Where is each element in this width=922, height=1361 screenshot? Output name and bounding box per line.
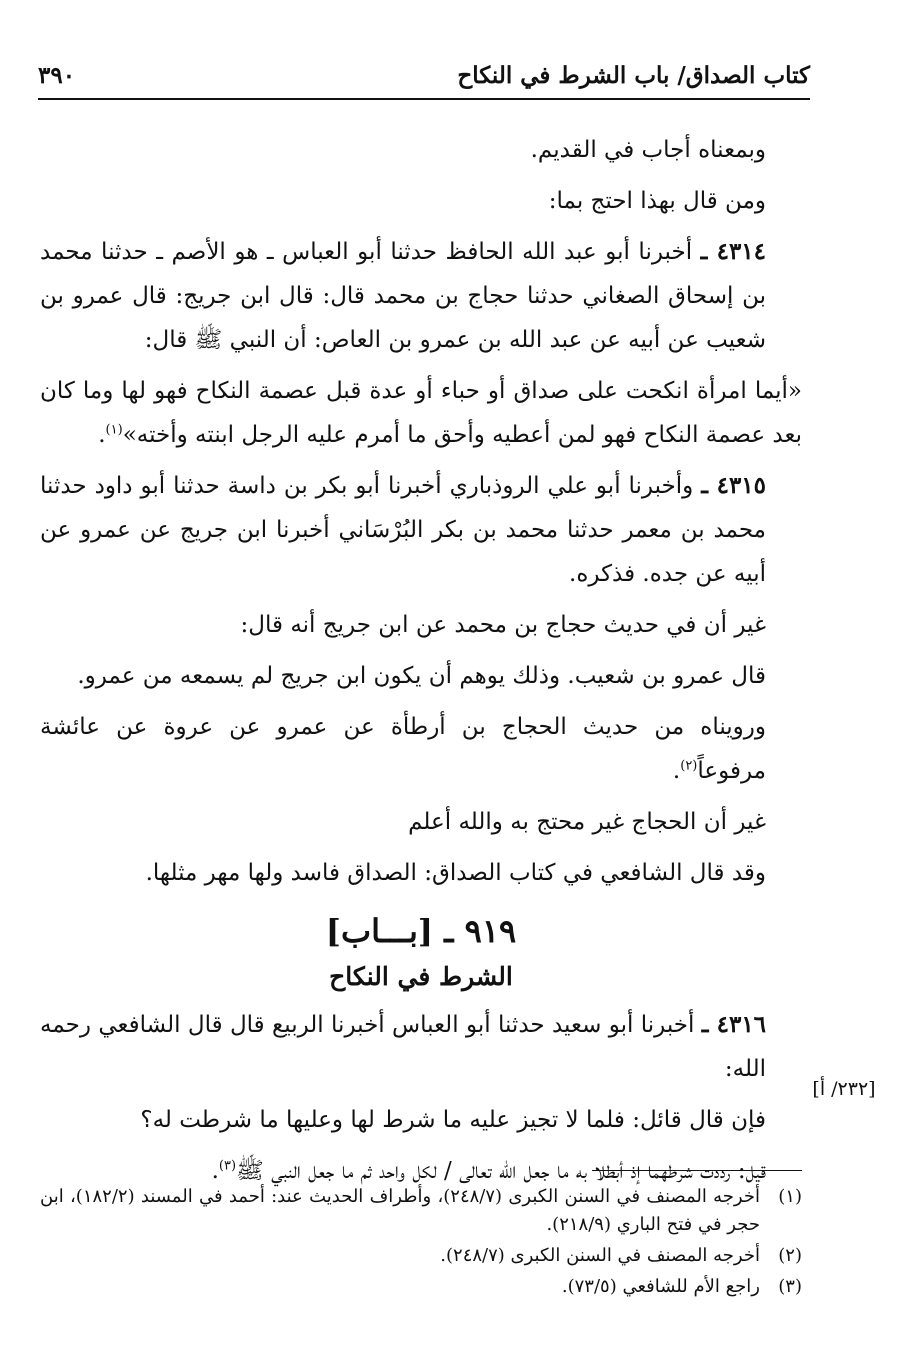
paragraph: قيل: رددت شرطهما إذ أبطلا به ما جعل الله تعالى / لكل واحد ثم ما جعل النبي ﷺ$^{(٣)}$.	[211, 1158, 766, 1184]
footnotes	[40, 1183, 802, 1304]
hadith-paragraph: ٤٣١٤ ـ أخبرنا أبو عبد الله الحافظ حدثنا أبو العباس ـ هو الأصم ـ حدثنا محمد بن إسحاق الصغاني حدثنا حجاج بن محمد قال: قال ابن جريج: قال عمرو بن شعيب عن أبيه عن عبد الله بن عمرو بن العاص: أن النبي ﷺ قال:	[40, 238, 767, 353]
hadith-number: ٤٣١٦ ـ	[701, 1011, 767, 1038]
paragraph: غير أن في حديث حجاج بن محمد عن ابن جريج أنه قال:	[240, 612, 766, 638]
footnote-text: راجع الأم للشافعي (٧٣/٥).	[561, 1276, 760, 1297]
footnote	[40, 1183, 802, 1239]
hadith-number: ٤٣١٤ ـ	[700, 238, 767, 265]
paragraph: قال عمرو بن شعيب. وذلك يوهم أن يكون ابن جريج لم يسمعه من عمرو.	[77, 663, 766, 689]
paragraph: ورويناه من حديث الحجاج بن أرطأة عن عمرو عن عروة عن عائشة مرفوعاً$^{(٢)}$.	[40, 714, 766, 784]
footnote-number: (٣)	[778, 1276, 802, 1297]
paragraph: غير أن الحجاج غير محتج به والله أعلم	[408, 809, 766, 835]
footnote-text: أخرجه المصنف في السنن الكبرى (٢٤٨/٧)، وأطراف الحديث عند: أحمد في المسند (١٨٢/٢)، ابن حجر في فتح الباري (٢١٨/٩).	[40, 1186, 760, 1235]
footnote	[40, 1242, 802, 1270]
paragraph: وبمعناه أجاب في القديم.	[530, 137, 766, 163]
footnote-text: أخرجه المصنف في السنن الكبرى (٢٤٨/٧).	[440, 1245, 760, 1266]
footnote	[40, 1273, 802, 1301]
chapter-heading: ٩١٩ ـ [بـــاب]	[325, 912, 517, 950]
page-header	[38, 55, 810, 95]
hadith-number: ٤٣١٥ ـ	[701, 472, 767, 499]
paragraph: فإن قال قائل: فلما لا تجيز عليه ما شرط لها وعليها ما شرطت له؟	[140, 1107, 766, 1133]
running-title: كتاب الصداق/ باب الشرط في النكاح	[457, 61, 810, 89]
hadith-text: «أيما امرأة انكحت على صداق أو حباء أو عدة قبل عصمة النكاح فهو لها وما كان بعد عصمة النكاح فهو لمن أعطيه وأحق ما أمرم عليه الرجل ابنته وأخته»$^{(١)}$.	[40, 378, 802, 448]
footnote-number: (٢)	[778, 1245, 802, 1266]
hadith-paragraph: ٤٣١٥ ـ وأخبرنا أبو علي الروذباري أخبرنا أبو بكر بن داسة حدثنا أبو داود حدثنا محمد بن معمر حدثنا محمد بن بكر البُرْسَاني أخبرنا ابن جريج عن عمرو عن أبيه عن جده. فذكره.	[40, 472, 767, 587]
chapter-title: الشرط في النكاح	[329, 962, 513, 991]
header-rule	[38, 98, 810, 100]
footnote-rule	[592, 1170, 802, 1171]
footnote-ref: (٢)	[680, 758, 698, 774]
footnote-ref: (٣)	[218, 1158, 237, 1174]
main-text	[40, 128, 802, 1200]
paragraph: ومن قال بهذا احتج بما:	[548, 188, 766, 214]
hadith-paragraph: ٤٣١٦ ـ أخبرنا أبو سعيد حدثنا أبو العباس أخبرنا الربيع قال قال الشافعي رحمه الله:	[40, 1011, 767, 1082]
folio-margin-note: [٢٣٢/ أ]	[812, 1078, 876, 1100]
footnote-number: (١)	[778, 1186, 802, 1207]
footnote-ref: (١)	[105, 422, 123, 438]
paragraph: وقد قال الشافعي في كتاب الصداق: الصداق فاسد ولها مهر مثلها.	[145, 860, 766, 886]
page-number: ٣٩٠	[38, 61, 76, 89]
